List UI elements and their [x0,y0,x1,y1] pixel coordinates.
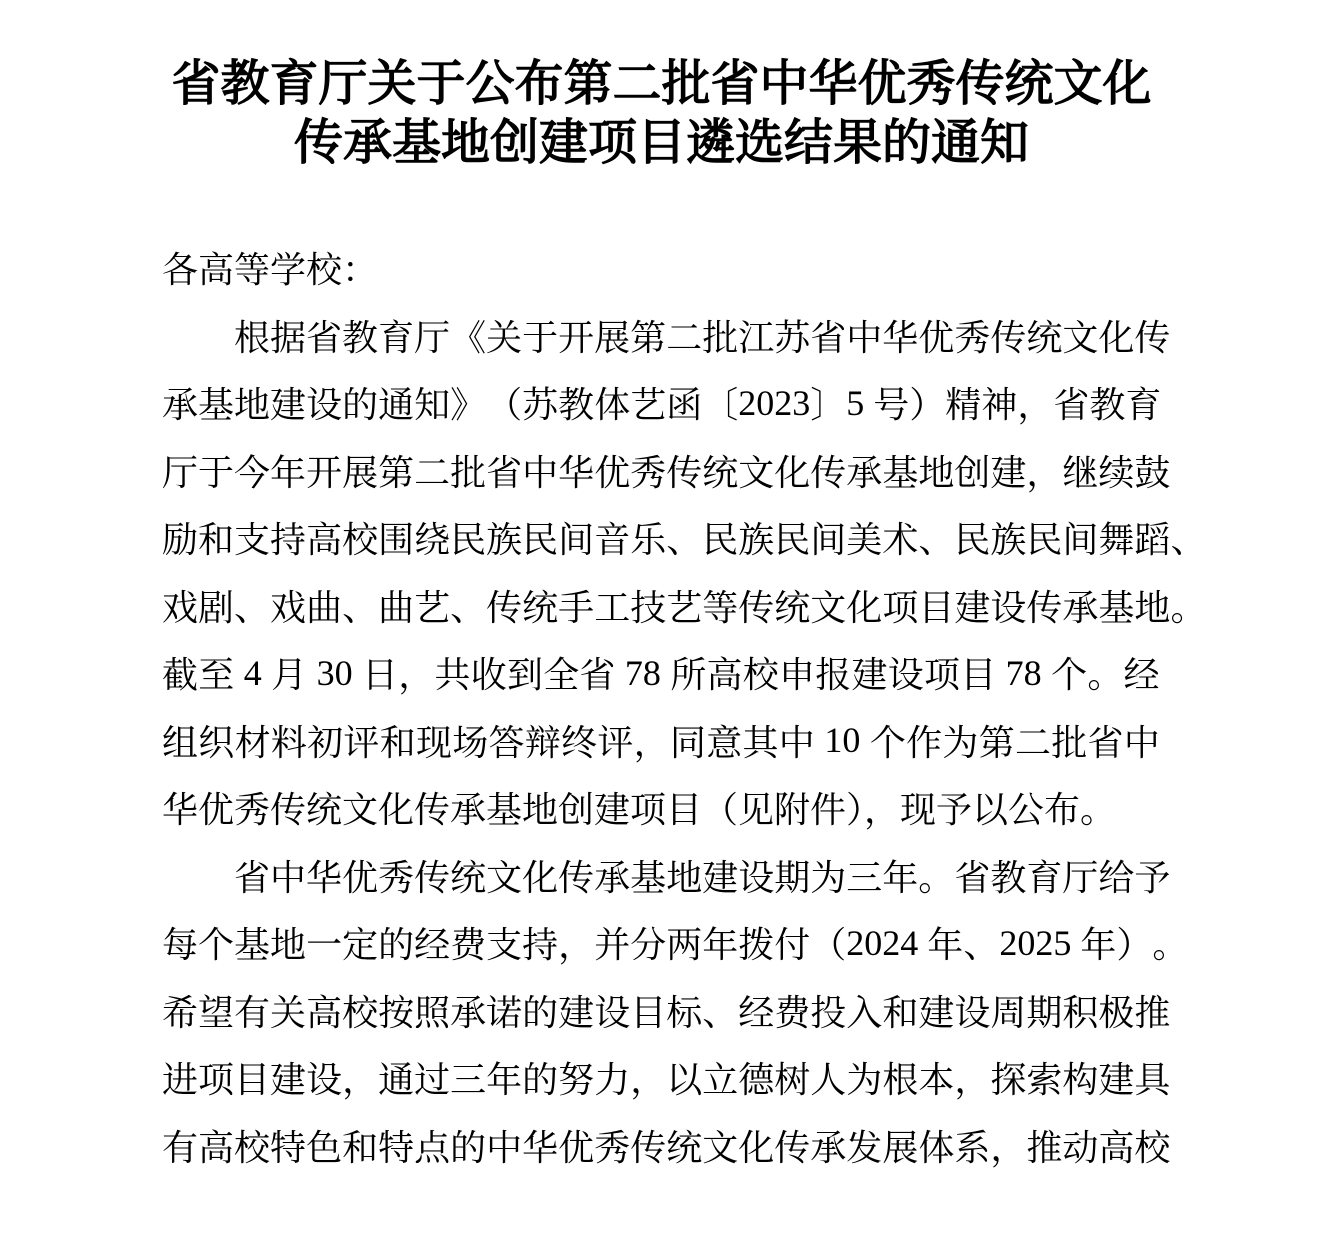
body-line: 每 个 基 地 一 定 的 经 费 支 持 ， 并 分 两 年 拨 付 （ 2024 年 、 2025 年 ） 。 [162,922,1189,966]
body-line: 根 据 省 教 育 厅 《 关 于 开 展 第 二 批 江 苏 省 中 华 优 秀 传 统 文 化 传 [234,317,1171,358]
body-line: 厅 于 今 年 开 展 第 二 批 省 中 华 优 秀 传 统 文 化 传 承 基 地 创 建 ， 继 续 鼓 [162,452,1171,493]
body-line: 组 织 材 料 初 评 和 现 场 答 辩 终 评 ， 同 意 其 中 10 个 作 为 第 二 批 省 中 [162,720,1160,763]
body-line: 戏 剧 、 戏 曲 、 曲 艺 、 传 统 手 工 技 艺 等 传 统 文 化 项 目 建 设 传 承 基 地 。 [162,587,1207,628]
salutation-line: 各高等学校： [162,250,379,291]
body-line: 希 望 有 关 高 校 按 照 承 诺 的 建 设 目 标 、 经 费 投 入 和 建 设 周 期 积 极 推 [162,992,1171,1033]
body-line: 励 和 支 持 高 校 围 绕 民 族 民 间 音 乐 、 民 族 民 间 美 术 、 民 族 民 间 舞 蹈 、 [162,520,1207,561]
doc-body [162,234,1207,1179]
doc-title-line-1: 省教育厅关于公布第二批省中华优秀传统文化 [171,56,1152,111]
body-line: 省 中 华 优 秀 传 统 文 化 传 承 基 地 建 设 期 为 三 年 。 省 教 育 厅 给 予 [234,857,1171,898]
body-line: 华优秀传统文化传承基地创建项目（见附件），现予以公布。 [162,790,1117,831]
body-line: 承 基 地 建 设 的 通 知 》 （ 苏 教 体 艺 函 〔 2023 〕 5 号 ） 精 神 ， 省 教 育 [162,382,1162,426]
doc-title-line-2: 传承基地创建项目遴选结果的通知 [293,115,1029,170]
doc-title [0,54,1323,172]
body-line: 有 高 校 特 色 和 特 点 的 中 华 优 秀 传 统 文 化 传 承 发 展 体 系 ， 推 动 高 校 [162,1127,1171,1168]
body-line: 进 项 目 建 设 ， 通 过 三 年 的 努 力 ， 以 立 德 树 人 为 根 本 ， 探 索 构 建 具 [162,1060,1171,1101]
body-line: 截 至 4 月 30 日 ， 共 收 到 全 省 78 所 高 校 申 报 建 设 项 目 78 个 。 经 [162,652,1160,696]
